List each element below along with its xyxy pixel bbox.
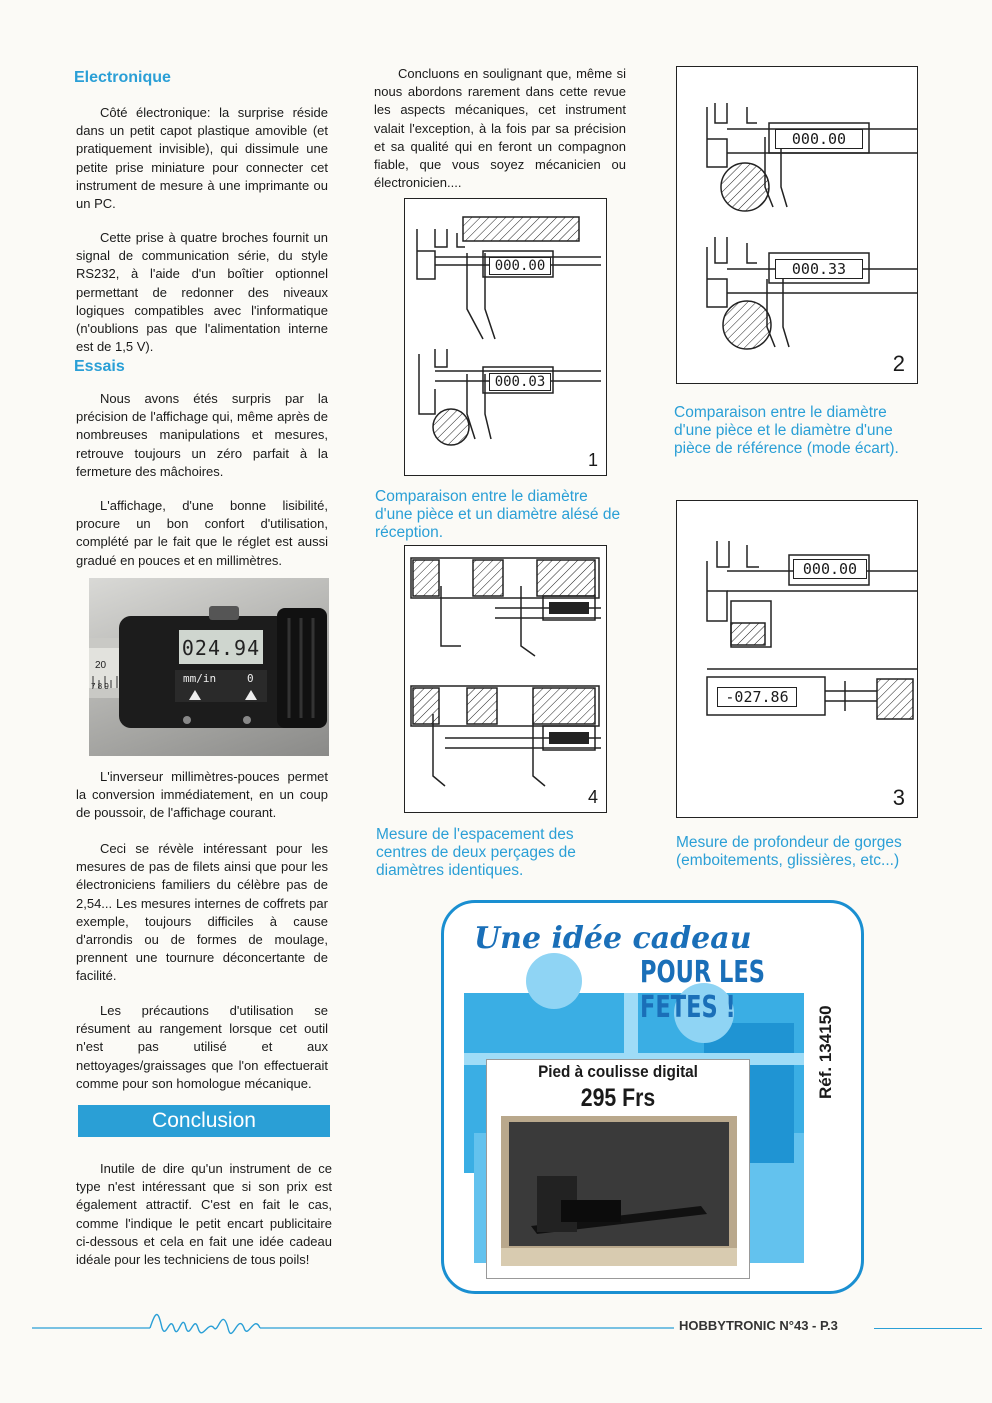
readout: -027.86 xyxy=(717,687,797,707)
heading-conclusion: Conclusion xyxy=(78,1105,330,1137)
figure-2 xyxy=(676,66,918,384)
readout: 000.33 xyxy=(775,259,863,279)
figure-caption: Comparaison entre le diamètre d'une pièce et un diamètre alésé de réception. xyxy=(375,488,621,541)
caliper-case-art xyxy=(501,1116,737,1266)
photo-scale-a: 20 xyxy=(95,660,107,671)
paragraph: Ceci se révèle intéressant pour les mesures de pas de filets ainsi que pour les électroniciens familiers du célèbre pas de 2,54... Les mesures internes de coffrets par exemple, toujours difficiles à cause d'arrondis ou de formes de moulage, prennent une tournure déconcertante de facilité. xyxy=(76,841,328,984)
paragraph: Côté électronique: la surprise réside dans un petit capot plastique amovible (et pratiquement invisible), qui dissimule une petite prise miniature pour connecter cet instrument de mesure à une imprimante ou un PC. xyxy=(76,105,328,212)
gift-advertisement xyxy=(441,900,864,1294)
figure-1 xyxy=(404,198,607,476)
paragraph: Cette prise à quatre broches fournit un signal de communication série, du style RS232, à l'aide d'un boîtier optionnel permettant de redonner des niveaux logiques compatibles avec l'informatique (n'oublions pas que l'alimentation interne est de 1,5 V). xyxy=(76,230,328,355)
photo-scale-b: 7 8 9 xyxy=(91,682,109,691)
heading-electronique: Electronique xyxy=(74,69,171,86)
photo-label-zero: 0 xyxy=(247,672,254,685)
figure-number: 2 xyxy=(892,351,905,376)
figure-number: 1 xyxy=(587,450,598,470)
footer-rule-left xyxy=(32,1300,692,1350)
paragraph: Inutile de dire qu'un instrument de ce type n'est intéressant que si son prix est également attractif. C'est en fait le cas, comme l'indique le petit encart publicitaire ci-dessous et cela en fait une idée cadeau idéale pour les techniciens de tous poils! xyxy=(76,1161,332,1268)
paragraph: Les précautions d'utilisation se résument au rangement lorsque cet outil n'est pas utilisé et aux nettoyages/graissages que l'on effectuerait comme pour son homologue mécanique. xyxy=(76,1003,328,1091)
figure-number: 3 xyxy=(892,785,905,810)
figure-caption: Mesure de l'espacement des centres de deux perçages de diamètres identiques. xyxy=(376,826,576,879)
photo-label-units: mm/in xyxy=(183,672,217,685)
caliper-photo xyxy=(89,578,329,756)
ad-product-name: Pied à coulisse digital xyxy=(538,1062,698,1081)
ad-line2: POUR LES FETES ! xyxy=(640,955,765,1025)
photo-display: 024.94 xyxy=(181,636,261,660)
heading-essais: Essais xyxy=(74,358,125,375)
ad-line1: Une idée cadeau xyxy=(474,921,752,956)
figure-3 xyxy=(676,500,918,818)
paragraph: L'inverseur millimètres-pouces permet la conversion immédiatement, en un coup de poussoir, de l'affichage courant. xyxy=(76,769,328,821)
figure-caption: Mesure de profondeur de gorges (emboitements, glissières, etc...) xyxy=(676,834,902,869)
readout: 000.00 xyxy=(775,129,863,149)
footer-rule-right xyxy=(874,1328,982,1329)
paragraph: Concluons en soulignant que, même si nous abordons rarement dans cette revue les aspects mécaniques, cet instrument valait l'exception, à la fois par sa précision et sa qualité qui en feront un compagnon fiable, que vous soyez mécanicien ou électronicien.... xyxy=(374,66,626,191)
figure-caption: Comparaison entre le diamètre d'une pièce et le diamètre d'une pièce de référence (mode écart). xyxy=(674,404,899,457)
ad-price: 295 Frs xyxy=(580,1084,656,1112)
caliper-photo-art xyxy=(89,578,329,756)
ad-product-card xyxy=(486,1059,750,1279)
readout: 000.00 xyxy=(489,257,551,275)
paragraph: L'affichage, d'une bonne lisibilité, procure un bon confort d'utilisation, complété par le fait que le réglet est aussi gradué en pouces et en millimètres. xyxy=(76,498,328,568)
paragraph: Nous avons étés surpris par la précision de l'affichage qui, même après de nombreuses manipulations et mesures, retrouve toujours un zéro parfait à la fermeture des mâchoires. xyxy=(76,391,328,479)
figure-4 xyxy=(404,545,607,813)
readout: 000.00 xyxy=(793,559,867,579)
readout: 000.03 xyxy=(489,373,551,391)
figure-number: 4 xyxy=(587,787,598,807)
ad-reference: Réf. 134150 xyxy=(816,1005,835,1099)
footer-page-info: HOBBYTRONIC N°43 - P.3 xyxy=(679,1318,838,1333)
